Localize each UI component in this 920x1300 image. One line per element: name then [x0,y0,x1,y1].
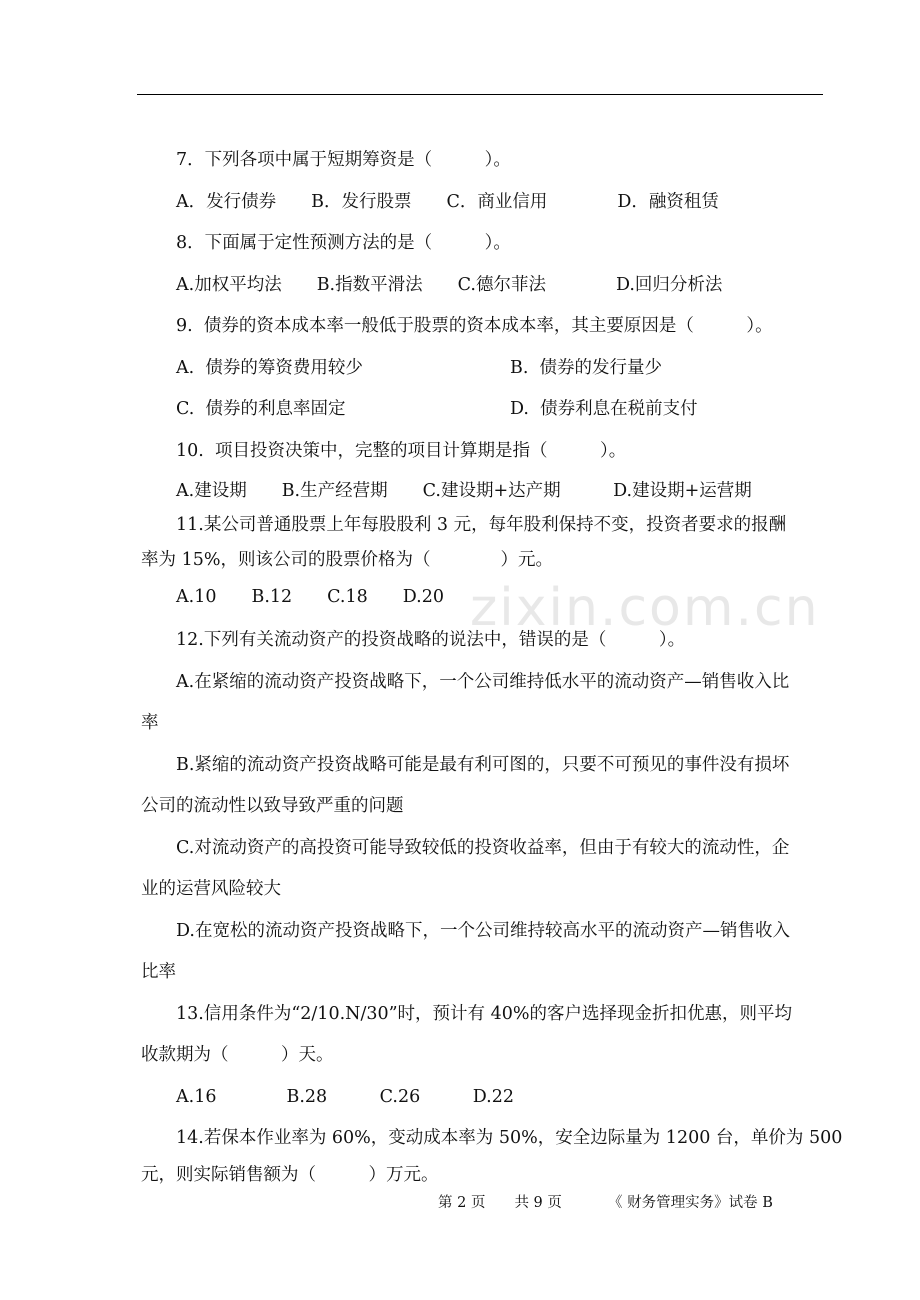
options-11: A.10 B.12 C.18 D.20 [176,587,444,607]
question-10: 10. 项目投资决策中，完整的项目计算期是指（ ）。 [176,441,627,461]
option-9b: B. 债券的发行量少 [510,358,663,378]
question-13-line1: 13.信用条件为“2/10.N/30”时，预计有 40%的客户选择现金折扣优惠，则平均 [176,1004,793,1024]
footer-page-number: 第 2 页 共 9 页 [438,1195,562,1211]
options-10: A.建设期 B.生产经营期 C.建设期+达产期 D.建设期+运营期 [176,481,752,501]
option-12c-line2: 业的运营风险较大 [141,879,281,899]
option-9c: C. 债券的利息率固定 [176,399,346,419]
option-12d-line2: 比率 [141,962,176,982]
question-14-line2: 元，则实际销售额为（ ）万元。 [141,1165,439,1185]
options-13: A.16 B.28 C.26 D.22 [176,1087,514,1107]
header-rule [137,94,823,95]
question-8: 8．下面属于定性预测方法的是（ ）。 [176,233,511,253]
options-7: A．发行债券 B．发行股票 C．商业信用 D．融资租赁 [176,192,719,212]
question-13-line2: 收款期为（ ）天。 [141,1045,334,1065]
question-9: 9. 债券的资本成本率一般低于股票的资本成本率，其主要原因是（ ）。 [176,316,773,336]
options-8: A.加权平均法 B.指数平滑法 C.德尔菲法 D.回归分析法 [176,275,723,295]
question-11-line1: 11.某公司普通股票上年每股股利 3 元，每年股利保持不变，投资者要求的报酬 [176,515,787,535]
option-9d: D. 债券利息在税前支付 [510,399,698,419]
question-12: 12.下列有关流动资产的投资战略的说法中，错误的是（ ）。 [176,630,686,650]
option-9a: A. 债券的筹资费用较少 [176,358,363,378]
watermark: zixin.com.cn [470,578,820,638]
question-7: 7．下列各项中属于短期筹资是（ ）。 [176,150,511,170]
question-11-line2: 率为 15%，则该公司的股票价格为（ ）元。 [141,550,553,570]
footer-exam-title: 《 财务管理实务》试卷 B [608,1195,773,1211]
option-12b-line2: 公司的流动性以致导致严重的问题 [141,796,404,816]
option-12d-line1: D.在宽松的流动资产投资战略下，一个公司维持较高水平的流动资产—销售收入 [176,921,790,941]
option-12a-line1: A.在紧缩的流动资产投资战略下，一个公司维持低水平的流动资产—销售收入比 [176,672,790,692]
option-12c-line1: C.对流动资产的高投资可能导致较低的投资收益率，但由于有较大的流动性，企 [176,838,790,858]
question-14-line1: 14.若保本作业率为 60%，变动成本率为 50%，安全边际量为 1200 台，单价为 500 [176,1128,843,1148]
option-12a-line2: 率 [141,713,159,733]
option-12b-line1: B.紧缩的流动资产投资战略可能是最有利可图的，只要不可预见的事件没有损坏 [176,755,790,775]
